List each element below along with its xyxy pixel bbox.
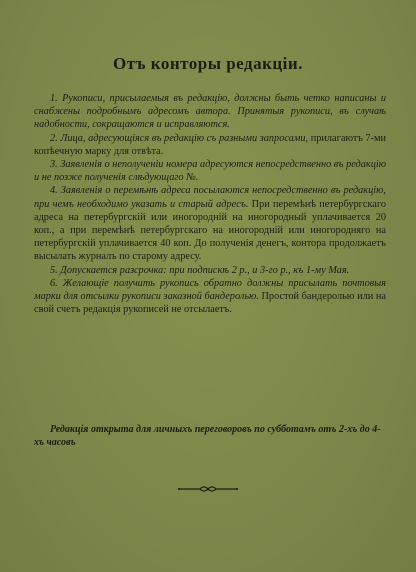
notice-item-4-extra: При перемѣнѣ петербургскаго адреса на петербургскій или иногородній на иногородный уплачивается 20 коп., а при перемѣнѣ петербургскаго на иногородній или иногородняго на петербургскій уплачивается 40 коп. До полученія денегъ, контора продолжаетъ высылать журналъ по старому адресу. bbox=[34, 198, 386, 263]
notice-item-5 bbox=[34, 264, 386, 277]
notice-item-3-text: 3. Заявленія о неполученіи номера адресуются непосредственно въ редакцію и не позже полученія слѣдующаго №. bbox=[34, 159, 386, 184]
notice-item-1-text: 1. Рукописи, присылаемыя въ редакцію, должны быть четко написаны и снабжены подробнымъ адресомъ автора. Принятыя рукописи, въ случаѣ надобности, сокращаются и исправляются. bbox=[34, 93, 386, 131]
notice-item-6 bbox=[34, 277, 386, 317]
decorative-rule-ornament-icon bbox=[0, 484, 416, 494]
notice-item-4-text: 4. Заявленія о перемѣнѣ адреса посылаются непосредственно въ редакцію, при чемъ необходимо указать и старый адресъ. bbox=[34, 185, 386, 210]
notice-item-2 bbox=[34, 132, 386, 158]
notice-item-6-text: 6. Желающіе получить рукопись обратно должны присылать почтовыя марки для отсылки рукописи заказной бандеролью. bbox=[34, 277, 386, 303]
notice-item-3 bbox=[34, 158, 386, 184]
notice-body bbox=[34, 92, 386, 316]
page-title: Отъ конторы редакціи. bbox=[113, 54, 303, 73]
notice-item-5-text: 5. Допускается разсрочка: при подпискѣ 2 р., и 3-го р., къ 1-му Мая. bbox=[50, 264, 350, 276]
notice-item-2-extra: прилагаютъ 7-ми копѣечную марку для отвѣта. bbox=[34, 132, 386, 157]
notice-item-1 bbox=[34, 92, 386, 132]
notice-item-6-extra: Простой бандеролью или на свой счетъ редакція рукописей не отсылаетъ. bbox=[34, 291, 386, 316]
notice-item-2-text: 2. Лица, адресующіяся въ редакцію съ разными запросами, bbox=[50, 132, 309, 144]
office-hours-note: Редакція открыта для личныхъ переговоровъ по субботамъ отъ 2-хъ до 4-хъ часовъ bbox=[34, 424, 381, 448]
notice-item-4 bbox=[34, 184, 386, 263]
